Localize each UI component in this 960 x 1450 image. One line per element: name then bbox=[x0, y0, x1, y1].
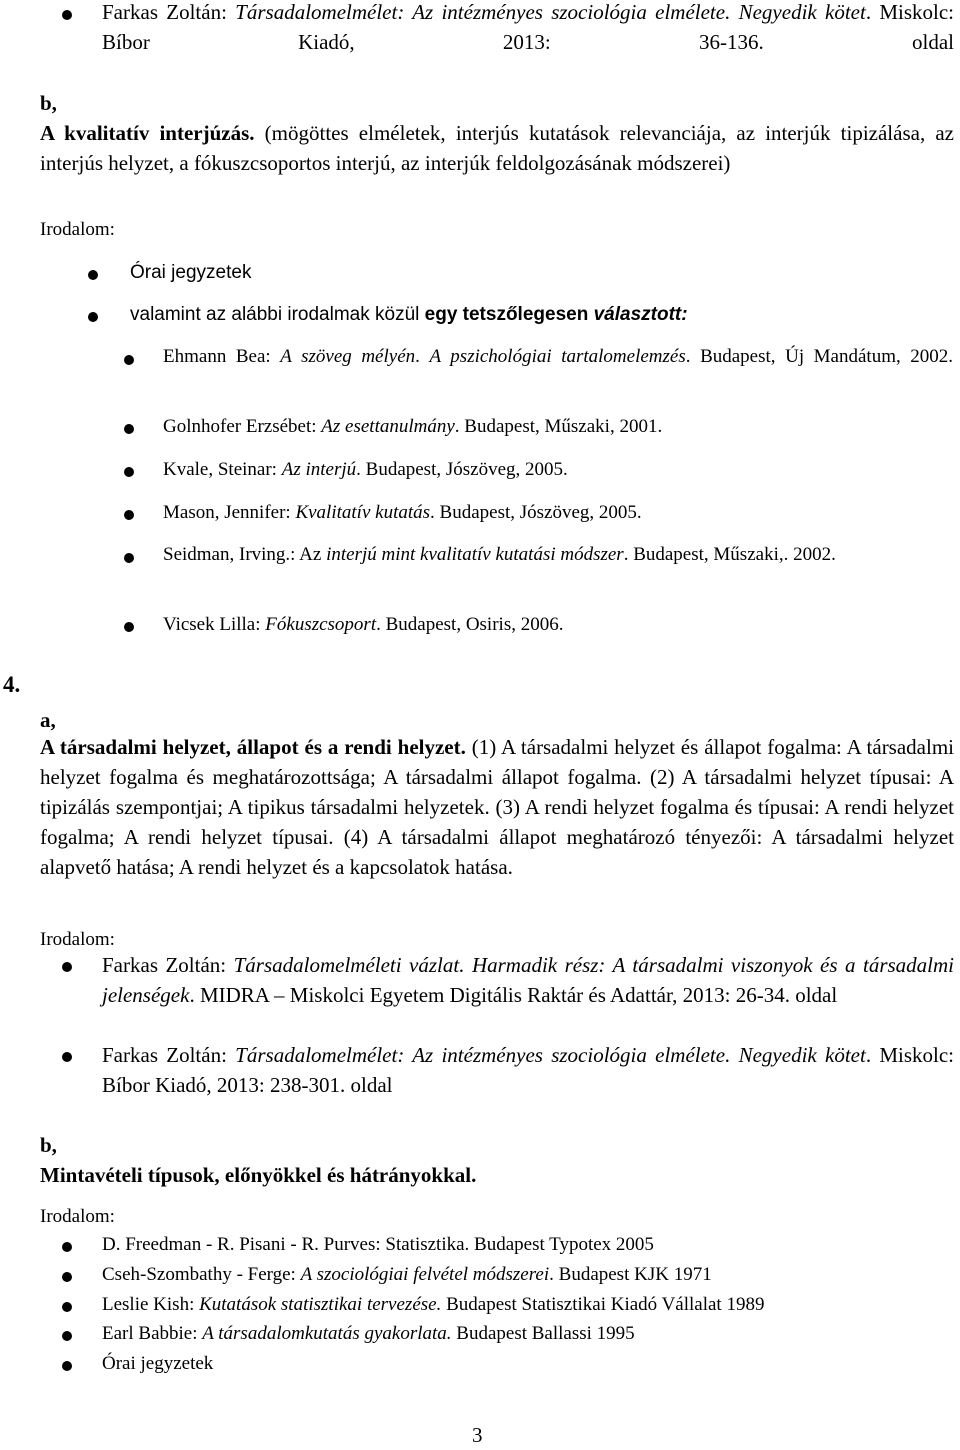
ref-item bbox=[102, 1260, 712, 1290]
text: Seidman, Irving.: Az bbox=[163, 544, 327, 565]
text: Farkas Zoltán: bbox=[102, 953, 234, 977]
text: . Budapest KJK 1971 bbox=[549, 1264, 712, 1285]
ref-item bbox=[102, 1040, 954, 1100]
bullet bbox=[88, 312, 98, 322]
section-title: Mintavételi típusok, előnyökkel és hátrányokkal. bbox=[40, 1163, 477, 1187]
bullet bbox=[88, 270, 98, 280]
text: Budapest Ballassi 1995 bbox=[451, 1323, 635, 1344]
irodalom-label: Irodalom: bbox=[40, 219, 115, 240]
ref-item bbox=[102, 1319, 635, 1349]
section-label: a, bbox=[40, 708, 56, 732]
list-item bbox=[130, 300, 688, 330]
section-label: b, bbox=[40, 1133, 57, 1157]
ref-item bbox=[102, 950, 954, 1010]
bullet bbox=[62, 1052, 72, 1062]
top-reference bbox=[102, 0, 954, 57]
bullet bbox=[62, 1361, 72, 1371]
bullet bbox=[62, 1302, 72, 1312]
ref-item bbox=[163, 343, 953, 371]
list-item: Órai jegyzetek bbox=[130, 262, 252, 283]
text: . Budapest, Osiris, 2006. bbox=[376, 614, 564, 635]
text: . Budapest, Új Mandátum, 2002. bbox=[685, 346, 954, 367]
text: Ehmann Bea: bbox=[163, 346, 281, 367]
text: Az interjú bbox=[281, 459, 357, 480]
bullet bbox=[62, 962, 72, 972]
section-title: A társadalmi helyzet, állapot és a rendi helyzet. bbox=[40, 735, 466, 759]
text: A szöveg mélyén bbox=[280, 346, 416, 367]
ref-title: Társadalomelmélet: Az intézményes szociológia elmélete. Negyedik kötet bbox=[235, 0, 866, 24]
text: Fókuszcsoport bbox=[265, 614, 377, 635]
ref-item: Órai jegyzetek bbox=[102, 1353, 214, 1374]
bullet bbox=[124, 424, 134, 434]
text: A szociológiai felvétel módszerei bbox=[300, 1264, 550, 1285]
section-description: (1) A társadalmi helyzet és állapot fogalma: A társadalmi helyzet fogalma és meghatározottsága; A társadalmi állapot fogalma. (2) A társadalmi helyzet típusai: A tipizálás szempontjai; A tipikus társadalmi helyzetek. (3) A rendi helyzet fogalma és típusai: A rendi helyzet fogalma; A rendi helyzet típusai. (4) A társadalmi állapot meghatározó tényezői: A társadalmi helyzet alapvető hatása; A rendi helyzet és a kapcsolatok hatása. bbox=[40, 735, 955, 879]
bullet bbox=[124, 510, 134, 520]
text: választott: bbox=[593, 304, 688, 325]
text: . Budapest, Műszaki, 2001. bbox=[454, 416, 663, 437]
text: A pszichológiai tartalomelemzés bbox=[429, 346, 686, 367]
page-number: 3 bbox=[472, 1423, 483, 1447]
section-number: 4. bbox=[3, 672, 21, 697]
ref-item bbox=[163, 541, 953, 569]
text: Mason, Jennifer: bbox=[163, 502, 296, 523]
text: Társadalomelmélet: Az intézményes szociológia elmélete. Negyedik kötet bbox=[235, 1043, 866, 1067]
text: Farkas Zoltán: bbox=[102, 1043, 236, 1067]
text: . Budapest, Jószöveg, 2005. bbox=[356, 459, 568, 480]
ref-author: Farkas Zoltán: bbox=[102, 0, 236, 24]
bullet bbox=[124, 355, 134, 365]
text: interjú mint kvalitatív kutatási módszer bbox=[326, 544, 624, 565]
bullet bbox=[62, 10, 72, 20]
text: . MIDRA – Miskolci Egyetem Digitális Raktár és Adattár, 2013: 26-34. oldal bbox=[189, 983, 838, 1007]
text: egy tetszőlegesen bbox=[424, 304, 594, 325]
text: Earl Babbie: bbox=[102, 1323, 203, 1344]
ref-publisher: . Miskolc: Bíbor Kiadó, 2013: 36-136. oldal bbox=[102, 0, 954, 54]
ref-item bbox=[163, 498, 642, 528]
text: A társadalomkutatás gyakorlata. bbox=[202, 1323, 452, 1344]
bullet bbox=[124, 553, 134, 563]
irodalom-label: Irodalom: bbox=[40, 1206, 115, 1227]
section-description: (mögöttes elméletek, interjús kutatások relevanciája, az interjúk tipizálása, az interjús helyzet, a fókuszcsoportos interjú, az interjúk feldolgozásának módszerei) bbox=[40, 121, 954, 175]
bullet bbox=[124, 467, 134, 477]
text: Golnhofer Erzsébet: bbox=[163, 416, 322, 437]
ref-item bbox=[102, 1290, 764, 1320]
text: Kutatások statisztikai tervezése. bbox=[199, 1294, 442, 1315]
text: Leslie Kish: bbox=[102, 1294, 200, 1315]
text: Kvalitatív kutatás bbox=[295, 502, 431, 523]
text: Vicsek Lilla: bbox=[163, 614, 266, 635]
ref-item bbox=[163, 412, 662, 442]
irodalom-label: Irodalom: bbox=[40, 929, 115, 950]
text: . Miskolc: Bíbor Kiadó, 2013: 238-301. oldal bbox=[102, 1043, 954, 1097]
text: . bbox=[415, 346, 430, 367]
text: . Budapest, Műszaki,. 2002. bbox=[623, 544, 836, 565]
bullet bbox=[62, 1331, 72, 1341]
text: Az esettanulmány bbox=[321, 416, 455, 437]
text: valamint az alábbi irodalmak közül bbox=[130, 304, 425, 325]
ref-item: D. Freedman - R. Pisani - R. Purves: Statisztika. Budapest Typotex 2005 bbox=[102, 1234, 654, 1255]
section-title: A kvalitatív interjúzás. bbox=[40, 121, 255, 145]
text: Cseh-Szombathy - Ferge: bbox=[102, 1264, 301, 1285]
section-label: b, bbox=[40, 91, 57, 115]
text: Társadalomelméleti vázlat. Harmadik rész: A társadalmi viszonyok és a társadalmi jelenségek bbox=[102, 953, 954, 1007]
bullet bbox=[124, 622, 134, 632]
section-b1-heading bbox=[40, 118, 954, 178]
text: . Budapest, Jószöveg, 2005. bbox=[430, 502, 642, 523]
text: Budapest Statisztikai Kiadó Vállalat 1989 bbox=[441, 1294, 765, 1315]
section4-heading bbox=[40, 732, 954, 882]
text: Kvale, Steinar: bbox=[163, 459, 282, 480]
ref-item bbox=[163, 455, 568, 485]
ref-item bbox=[163, 610, 563, 640]
bullet bbox=[62, 1242, 72, 1252]
bullet bbox=[62, 1272, 72, 1282]
